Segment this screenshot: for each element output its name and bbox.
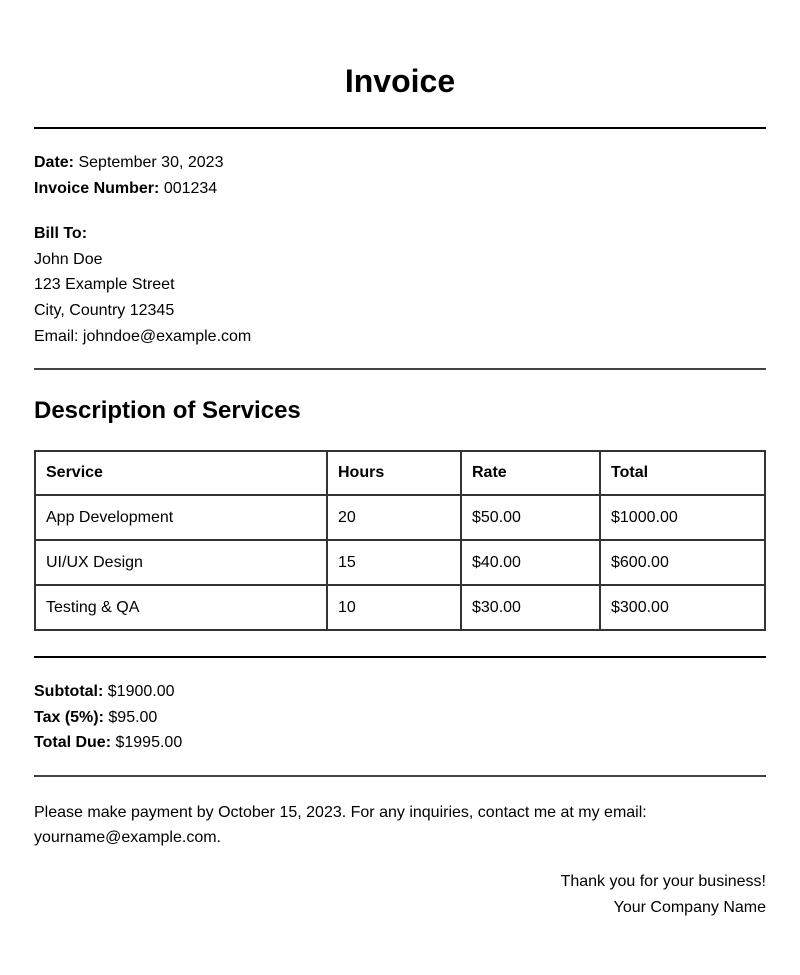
cell-total: $300.00 xyxy=(600,585,765,630)
cell-rate: $30.00 xyxy=(461,585,600,630)
services-title: Description of Services xyxy=(34,397,301,424)
invoice-number-value: 001234 xyxy=(163,180,218,197)
cell-total: $600.00 xyxy=(600,540,765,585)
cell-hours: 20 xyxy=(327,495,461,540)
column-header-rate: Rate xyxy=(461,451,600,495)
date-value: September 30, 2023 xyxy=(78,154,224,171)
total-due-label: Total Due: xyxy=(34,734,112,751)
subtotal xyxy=(34,682,175,702)
column-header-total: Total xyxy=(600,451,765,495)
bill-to-name: John Doe xyxy=(34,251,103,268)
subtotal-value: $1900.00 xyxy=(107,683,175,700)
cell-rate: $50.00 xyxy=(461,495,600,540)
invoice-date xyxy=(34,153,223,173)
table-header-row xyxy=(35,451,765,495)
subtotal-label: Subtotal: xyxy=(34,683,104,700)
bill-to-city: City, Country 12345 xyxy=(34,302,175,319)
company-name: Your Company Name xyxy=(613,899,766,916)
page-title: Invoice xyxy=(344,63,456,99)
cell-service: App Development xyxy=(35,495,327,540)
bill-to-street: 123 Example Street xyxy=(34,276,175,293)
invoice-number xyxy=(34,179,217,199)
tax xyxy=(34,708,157,728)
bill-to-label xyxy=(34,224,87,244)
table-row xyxy=(35,585,765,630)
cell-rate: $40.00 xyxy=(461,540,600,585)
tax-value: $95.00 xyxy=(108,709,158,726)
cell-service: Testing & QA xyxy=(35,585,327,630)
divider xyxy=(34,127,766,129)
invoice-number-label: Invoice Number: xyxy=(34,180,160,197)
date-label: Date: xyxy=(34,154,75,171)
divider xyxy=(34,656,766,658)
column-header-hours: Hours xyxy=(327,451,461,495)
cell-service: UI/UX Design xyxy=(35,540,327,585)
bill-to-heading: Bill To: xyxy=(34,225,88,242)
payment-note: Please make payment by October 15, 2023. For any inquiries, contact me at my email: yourname@example.com. xyxy=(34,804,647,846)
cell-hours: 10 xyxy=(327,585,461,630)
cell-total: $1000.00 xyxy=(600,495,765,540)
divider xyxy=(34,775,766,777)
tax-label: Tax (5%): xyxy=(34,709,104,726)
services-table xyxy=(34,450,766,631)
thank-you-note: Thank you for your business! xyxy=(560,873,766,890)
total-due xyxy=(34,733,182,753)
column-header-service: Service xyxy=(35,451,327,495)
table-row xyxy=(35,540,765,585)
bill-to-email: Email: johndoe@example.com xyxy=(34,328,252,345)
cell-hours: 15 xyxy=(327,540,461,585)
table-row xyxy=(35,495,765,540)
divider xyxy=(34,368,766,370)
total-due-value: $1995.00 xyxy=(115,734,183,751)
